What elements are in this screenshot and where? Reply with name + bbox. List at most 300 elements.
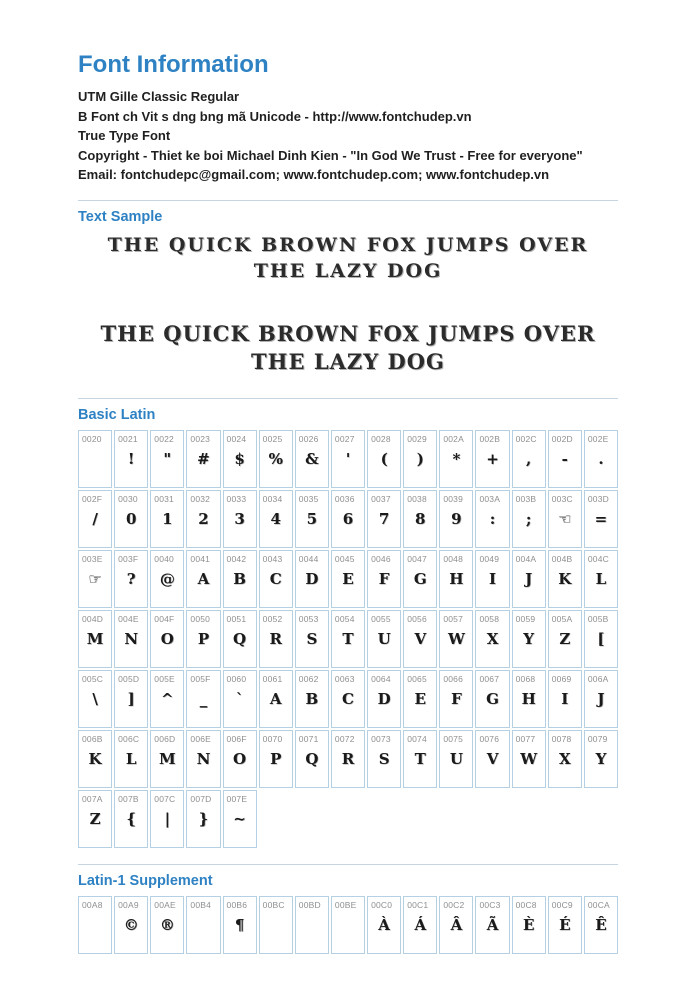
charmap-cell: [114, 896, 148, 954]
cell-glyph: .: [598, 449, 604, 468]
latin1-supplement-heading: Latin-1 Supplement: [78, 872, 213, 889]
charmap-cell: [548, 730, 582, 788]
cell-code: 0027: [334, 433, 355, 444]
charmap-cell: [223, 610, 257, 668]
cell-code: 006C: [118, 733, 140, 744]
cell-code: 0072: [334, 733, 355, 744]
cell-glyph: `: [235, 689, 244, 708]
cell-code: 005A: [551, 613, 573, 624]
cell-glyph: S: [306, 629, 318, 648]
cell-glyph: U: [449, 749, 463, 768]
cell-code: 00B6: [226, 899, 248, 910]
charmap-cell: [78, 550, 112, 608]
cell-glyph: $: [234, 449, 245, 468]
charmap-cell: [259, 610, 293, 668]
charmap-cell: [295, 610, 329, 668]
charmap-cell: [331, 896, 365, 954]
cell-glyph: A: [197, 569, 210, 588]
cell-glyph: *: [452, 449, 461, 468]
cell-code: 0037: [371, 493, 391, 504]
cell-glyph: 0: [125, 509, 137, 528]
cell-code: 004C: [587, 553, 609, 564]
charmap-cell: [439, 896, 473, 954]
charmap-cell: [512, 670, 546, 728]
cell-code: 00CA: [587, 899, 610, 910]
cell-code: 0079: [587, 733, 608, 744]
cell-glyph: F: [378, 569, 390, 588]
charmap-cell: [403, 896, 437, 954]
cell-glyph: ☞: [88, 569, 102, 588]
cell-glyph: Z: [89, 809, 101, 828]
cell-code: 0073: [371, 733, 391, 744]
charmap-cell: [114, 790, 148, 848]
cell-glyph: Q: [305, 749, 319, 768]
charmap-cell: [150, 896, 184, 954]
cell-code: 0071: [298, 733, 319, 744]
cell-glyph: G: [413, 569, 427, 588]
charmap-cell: [403, 730, 437, 788]
cell-glyph: Ã: [486, 915, 499, 934]
cell-code: 0049: [479, 553, 500, 564]
cell-code: 0059: [515, 613, 536, 624]
charmap-cell: [78, 490, 112, 548]
info-line-font-type: True Type Font: [78, 128, 171, 143]
charmap-cell: [150, 490, 184, 548]
cell-glyph: O: [160, 629, 174, 648]
cell-glyph: @: [159, 569, 175, 588]
cell-code: 002D: [551, 433, 573, 444]
cell-glyph: ): [416, 449, 424, 468]
cell-glyph: ^: [161, 689, 174, 708]
cell-glyph: Z: [559, 629, 571, 648]
charmap-cell: [114, 670, 148, 728]
cell-glyph: B: [305, 689, 319, 708]
cell-glyph: U: [377, 629, 391, 648]
cell-code: 002A: [443, 433, 464, 444]
charmap-cell: [548, 550, 582, 608]
cell-glyph: C: [269, 569, 282, 588]
charmap-cell: [114, 550, 148, 608]
charmap-cell: [223, 550, 257, 608]
cell-code: 0025: [262, 433, 283, 444]
section-divider: [78, 398, 618, 399]
cell-code: 0020: [82, 433, 102, 444]
cell-glyph: ]: [127, 689, 135, 708]
cell-code: 0036: [334, 493, 355, 504]
cell-code: 0055: [371, 613, 391, 624]
cell-code: 00BE: [334, 899, 357, 910]
cell-code: 004B: [551, 553, 573, 564]
cell-code: 00C0: [371, 899, 393, 910]
cell-glyph: :: [489, 509, 496, 528]
cell-glyph: P: [197, 629, 210, 648]
charmap-cell: [367, 610, 401, 668]
cell-glyph: |: [164, 809, 171, 828]
cell-glyph: {: [126, 809, 137, 828]
cell-code: 0061: [262, 673, 283, 684]
charmap-cell: [548, 490, 582, 548]
latin1-supplement-grid: [78, 896, 618, 954]
cell-code: 0029: [407, 433, 427, 444]
charmap-cell: [403, 610, 437, 668]
charmap-cell: [259, 430, 293, 488]
charmap-cell: [223, 730, 257, 788]
charmap-cell: [475, 430, 509, 488]
charmap-cell: [548, 430, 582, 488]
cell-code: 0028: [371, 433, 391, 444]
cell-code: 0064: [371, 673, 391, 684]
charmap-cell: [331, 430, 365, 488]
cell-glyph: I: [489, 569, 497, 588]
cell-code: 002F: [82, 493, 103, 504]
cell-glyph: ;: [525, 509, 532, 528]
cell-code: 007D: [190, 793, 212, 804]
cell-glyph: ': [345, 449, 351, 468]
cell-code: 0032: [190, 493, 211, 504]
charmap-cell: [548, 896, 582, 954]
cell-glyph: X: [486, 629, 499, 648]
charmap-cell: [78, 610, 112, 668]
charmap-cell: [78, 730, 112, 788]
cell-glyph: É: [559, 915, 571, 934]
cell-glyph: Â: [450, 915, 463, 934]
cell-glyph: /: [92, 509, 98, 528]
cell-code: 0060: [226, 673, 247, 684]
cell-glyph: À: [378, 915, 390, 934]
sample-text-small: THE QUICK BROWN FOX JUMPS OVER THE LAZY DOG: [107, 233, 589, 282]
charmap-cell: [367, 430, 401, 488]
charmap-cell: [186, 550, 220, 608]
cell-code: 00BC: [262, 899, 285, 910]
cell-code: 0040: [154, 553, 174, 564]
charmap-cell: [186, 790, 220, 848]
cell-glyph: L: [125, 749, 137, 768]
charmap-cell: [295, 430, 329, 488]
cell-code: 0066: [443, 673, 464, 684]
cell-code: 003B: [515, 493, 537, 504]
charmap-cell: [223, 430, 257, 488]
cell-code: 0042: [226, 553, 247, 564]
cell-code: 004A: [515, 553, 537, 564]
cell-glyph: ?: [126, 569, 136, 588]
charmap-cell: [475, 610, 509, 668]
cell-code: 0063: [334, 673, 355, 684]
charmap-cell: [331, 730, 365, 788]
cell-code: 00A9: [118, 899, 139, 910]
cell-glyph: _: [199, 689, 208, 708]
cell-glyph: 5: [306, 509, 318, 528]
basic-latin-heading: Basic Latin: [78, 406, 156, 423]
section-divider: [78, 864, 618, 865]
charmap-cell: [439, 550, 473, 608]
page-title: Font Information: [78, 51, 269, 78]
cell-glyph: 2: [198, 509, 209, 528]
cell-code: 00AE: [154, 899, 176, 910]
text-sample-block: [78, 232, 618, 376]
cell-code: 0035: [298, 493, 319, 504]
cell-code: 0057: [443, 613, 464, 624]
cell-glyph: J: [597, 689, 605, 708]
cell-glyph: ☜: [558, 509, 572, 528]
charmap-cell: [512, 490, 546, 548]
cell-code: 0044: [298, 553, 319, 564]
cell-code: 00BD: [298, 899, 321, 910]
charmap-cell: [259, 896, 293, 954]
cell-glyph: Ê: [595, 915, 607, 934]
charmap-cell: [512, 430, 546, 488]
cell-glyph: M: [86, 629, 104, 648]
cell-glyph: 9: [451, 509, 462, 528]
cell-code: 004E: [118, 613, 139, 624]
cell-glyph: R: [269, 629, 282, 648]
section-divider: [78, 200, 618, 201]
cell-glyph: L: [595, 569, 607, 588]
cell-glyph: X: [558, 749, 571, 768]
cell-glyph: T: [414, 749, 426, 768]
cell-glyph: V: [486, 749, 499, 768]
cell-glyph: %: [268, 449, 283, 468]
charmap-cell: [584, 490, 618, 548]
charmap-cell: [367, 550, 401, 608]
cell-code: 004F: [154, 613, 175, 624]
info-line-font-name: UTM Gille Classic Regular: [78, 89, 240, 104]
cell-glyph: Q: [233, 629, 247, 648]
cell-glyph: N: [196, 749, 211, 768]
cell-code: 0078: [551, 733, 572, 744]
charmap-cell: [403, 490, 437, 548]
cell-glyph: I: [561, 689, 569, 708]
cell-code: 005E: [154, 673, 175, 684]
cell-glyph: T: [342, 629, 354, 648]
cell-code: 006B: [82, 733, 103, 744]
cell-code: 006A: [587, 673, 609, 684]
cell-glyph: C: [342, 689, 354, 708]
charmap-cell: [223, 670, 257, 728]
cell-code: 002B: [479, 433, 501, 444]
cell-code: 0038: [407, 493, 427, 504]
cell-glyph: W: [447, 629, 465, 648]
cell-glyph: O: [233, 749, 247, 768]
charmap-cell: [475, 490, 509, 548]
cell-glyph: P: [270, 749, 282, 768]
charmap-cell: [475, 730, 509, 788]
cell-code: 0069: [551, 673, 572, 684]
charmap-cell: [78, 790, 112, 848]
charmap-cell: [512, 550, 546, 608]
charmap-cell: [367, 670, 401, 728]
charmap-cell: [259, 730, 293, 788]
cell-glyph: ,: [526, 449, 532, 468]
cell-glyph: \: [92, 689, 98, 708]
cell-glyph: (: [380, 449, 388, 468]
charmap-cell: [367, 896, 401, 954]
cell-glyph: =: [594, 509, 608, 528]
cell-glyph: R: [341, 749, 355, 768]
cell-code: 007A: [82, 793, 103, 804]
charmap-cell: [223, 790, 257, 848]
cell-code: 00A8: [82, 899, 103, 910]
cell-code: 0054: [334, 613, 355, 624]
cell-code: 0022: [154, 433, 174, 444]
charmap-cell: [259, 670, 293, 728]
cell-glyph: 3: [234, 509, 245, 528]
charmap-cell: [548, 610, 582, 668]
cell-code: 00C8: [515, 899, 537, 910]
cell-code: 0024: [226, 433, 247, 444]
cell-glyph: 7: [378, 509, 390, 528]
charmap-cell: [584, 730, 618, 788]
cell-code: 0039: [443, 493, 464, 504]
cell-code: 00C9: [551, 899, 573, 910]
cell-glyph: ~: [233, 809, 246, 828]
charmap-cell: [150, 550, 184, 608]
cell-glyph: [: [597, 629, 605, 648]
cell-glyph: K: [88, 749, 102, 768]
cell-glyph: G: [486, 689, 499, 708]
font-info-block: [78, 87, 618, 185]
charmap-cell: [259, 490, 293, 548]
cell-code: 0021: [118, 433, 138, 444]
basic-latin-grid: [78, 430, 618, 848]
charmap-cell: [114, 490, 148, 548]
charmap-cell: [295, 670, 329, 728]
charmap-cell: [114, 430, 148, 488]
charmap-cell: [548, 670, 582, 728]
cell-code: 003E: [82, 553, 103, 564]
charmap-cell: [403, 550, 437, 608]
cell-code: 007C: [154, 793, 176, 804]
cell-glyph: B: [233, 569, 246, 588]
charmap-cell: [114, 730, 148, 788]
cell-glyph: ®: [159, 915, 175, 934]
charmap-cell: [295, 490, 329, 548]
cell-glyph: Y: [523, 629, 535, 648]
charmap-cell: [78, 896, 112, 954]
charmap-cell: [512, 896, 546, 954]
charmap-cell: [512, 610, 546, 668]
charmap-cell: [186, 430, 220, 488]
cell-code: 00C1: [407, 899, 429, 910]
cell-glyph: F: [451, 689, 462, 708]
charmap-cell: [295, 550, 329, 608]
cell-glyph: ¶: [234, 915, 245, 934]
cell-code: 0068: [515, 673, 536, 684]
info-line-copyright: Copyright - Thiet ke boi Michael Dinh Kien - "In God We Trust - Free for everyone": [78, 147, 583, 163]
cell-code: 003D: [587, 493, 609, 504]
cell-code: 005C: [82, 673, 104, 684]
charmap-cell: [512, 730, 546, 788]
cell-glyph: J: [525, 569, 533, 588]
charmap-cell: [150, 790, 184, 848]
charmap-cell: [475, 550, 509, 608]
cell-code: 005D: [118, 673, 140, 684]
charmap-cell: [367, 730, 401, 788]
cell-code: 006D: [154, 733, 176, 744]
charmap-cell: [223, 896, 257, 954]
cell-code: 0048: [443, 553, 464, 564]
cell-code: 0051: [226, 613, 247, 624]
charmap-cell: [439, 670, 473, 728]
charmap-cell: [475, 896, 509, 954]
cell-glyph: Y: [595, 749, 607, 768]
cell-glyph: ©: [123, 915, 139, 934]
charmap-cell: [186, 670, 220, 728]
cell-code: 0056: [407, 613, 427, 624]
cell-code: 0034: [262, 493, 283, 504]
cell-code: 0050: [190, 613, 211, 624]
cell-code: 0062: [298, 673, 319, 684]
charmap-cell: [150, 610, 184, 668]
cell-glyph: 8: [415, 509, 426, 528]
cell-code: 0047: [407, 553, 427, 564]
cell-code: 0043: [262, 553, 283, 564]
cell-code: 0052: [262, 613, 283, 624]
cell-glyph: A: [269, 689, 282, 708]
cell-code: 002C: [515, 433, 537, 444]
cell-code: 0041: [190, 553, 211, 564]
cell-code: 0074: [407, 733, 427, 744]
cell-glyph: Á: [414, 915, 427, 934]
charmap-cell: [295, 730, 329, 788]
cell-glyph: N: [124, 629, 139, 648]
cell-glyph: D: [377, 689, 391, 708]
charmap-cell: [584, 610, 618, 668]
cell-code: 0046: [371, 553, 391, 564]
charmap-cell: [259, 550, 293, 608]
charmap-cell: [331, 550, 365, 608]
cell-glyph: W: [520, 749, 538, 768]
cell-code: 0031: [154, 493, 174, 504]
charmap-cell: [331, 490, 365, 548]
charmap-cell: [331, 610, 365, 668]
cell-code: 0058: [479, 613, 500, 624]
charmap-cell: [114, 610, 148, 668]
cell-code: 0077: [515, 733, 536, 744]
cell-glyph: S: [378, 749, 390, 768]
cell-glyph: -: [561, 449, 568, 468]
cell-code: 004D: [82, 613, 104, 624]
cell-glyph: +: [486, 449, 499, 468]
cell-code: 0023: [190, 433, 211, 444]
cell-code: 007B: [118, 793, 139, 804]
charmap-cell: [223, 490, 257, 548]
cell-code: 0076: [479, 733, 500, 744]
charmap-cell: [475, 670, 509, 728]
charmap-cell: [439, 490, 473, 548]
cell-code: 00C2: [443, 899, 465, 910]
charmap-cell: [150, 670, 184, 728]
cell-code: 0067: [479, 673, 500, 684]
cell-glyph: ": [163, 449, 172, 468]
info-line-email: Email: fontchudepc@gmail.com; www.fontchudep.com; www.fontchudep.vn: [78, 167, 550, 182]
cell-code: 0026: [298, 433, 319, 444]
charmap-cell: [186, 730, 220, 788]
cell-code: 0053: [298, 613, 319, 624]
charmap-cell: [584, 670, 618, 728]
charmap-cell: [150, 430, 184, 488]
cell-code: 003C: [551, 493, 573, 504]
cell-code: 003F: [118, 553, 139, 564]
cell-glyph: 4: [270, 509, 281, 528]
charmap-cell: [331, 670, 365, 728]
cell-code: 0030: [118, 493, 138, 504]
charmap-cell: [78, 670, 112, 728]
cell-code: 0075: [443, 733, 464, 744]
cell-code: 007E: [226, 793, 248, 804]
cell-code: 006E: [190, 733, 212, 744]
cell-code: 00C3: [479, 899, 501, 910]
cell-code: 0070: [262, 733, 283, 744]
